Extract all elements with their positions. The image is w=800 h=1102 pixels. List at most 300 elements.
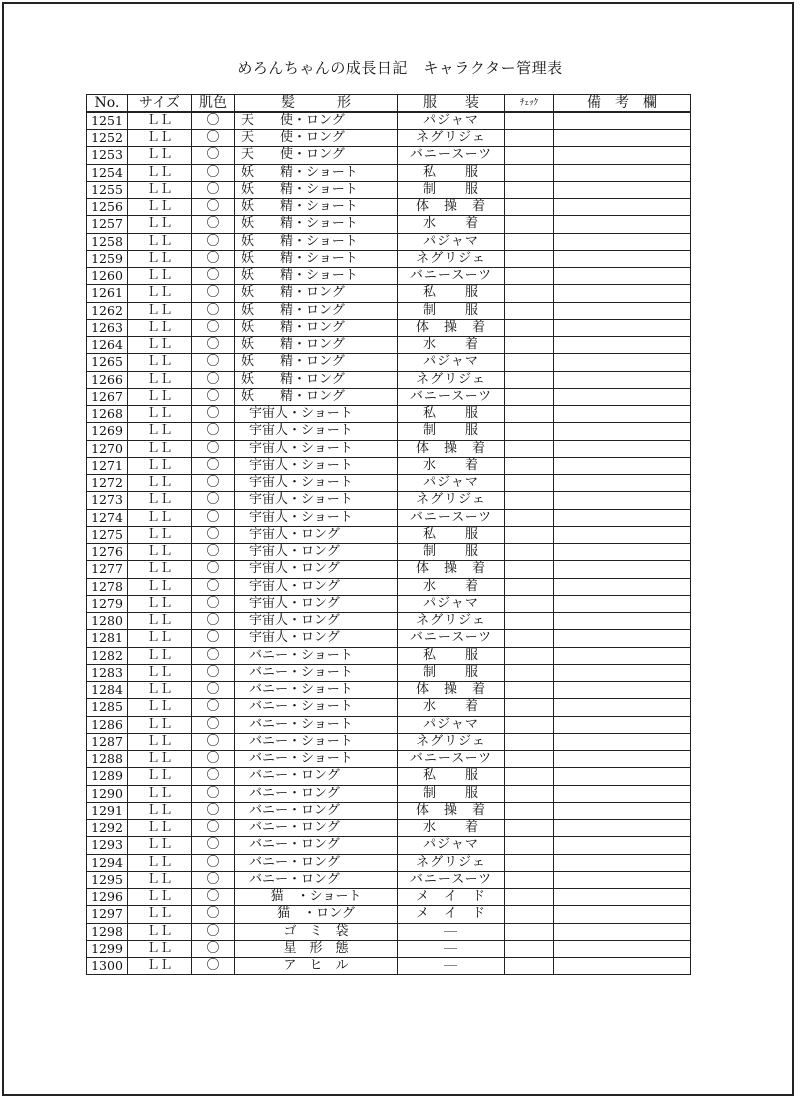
table-row bbox=[87, 268, 691, 285]
header-notes: 備 考 欄 bbox=[554, 95, 691, 113]
table-row bbox=[87, 509, 691, 526]
cell-notes bbox=[554, 820, 691, 837]
cell-no: 1272 bbox=[87, 475, 128, 492]
cell-hair: 宇宙人・ロング bbox=[235, 578, 398, 595]
document-title: めろんちゃんの成長日記 キャラクター管理表 bbox=[237, 59, 563, 77]
cell-hair: ア ヒ ル bbox=[235, 958, 398, 975]
cell-hair: 天 使・ロング bbox=[235, 112, 398, 130]
cell-notes bbox=[554, 785, 691, 802]
cell-no: 1266 bbox=[87, 371, 128, 388]
cell-no: 1281 bbox=[87, 630, 128, 647]
cell-skin: 〇 bbox=[192, 906, 235, 923]
table-row bbox=[87, 337, 691, 354]
cell-outfit: 制 服 bbox=[398, 302, 505, 319]
table-row bbox=[87, 802, 691, 819]
cell-check bbox=[505, 233, 554, 250]
cell-skin: 〇 bbox=[192, 647, 235, 664]
cell-outfit: 私 服 bbox=[398, 164, 505, 181]
table-row bbox=[87, 457, 691, 474]
cell-skin: 〇 bbox=[192, 923, 235, 940]
cell-outfit: 体 操 着 bbox=[398, 802, 505, 819]
cell-hair: 宇宙人・ロング bbox=[235, 630, 398, 647]
cell-notes bbox=[554, 216, 691, 233]
table-row bbox=[87, 716, 691, 733]
cell-check bbox=[505, 837, 554, 854]
cell-notes bbox=[554, 647, 691, 664]
cell-no: 1262 bbox=[87, 302, 128, 319]
cell-check bbox=[505, 147, 554, 164]
table-row bbox=[87, 940, 691, 957]
cell-skin: 〇 bbox=[192, 699, 235, 716]
cell-size: ＬＬ bbox=[128, 785, 192, 802]
cell-size: ＬＬ bbox=[128, 768, 192, 785]
cell-check bbox=[505, 544, 554, 561]
cell-hair: 宇宙人・ロング bbox=[235, 561, 398, 578]
cell-notes bbox=[554, 958, 691, 975]
cell-hair: 妖 精・ショート bbox=[235, 164, 398, 181]
table-row bbox=[87, 733, 691, 750]
table-row bbox=[87, 923, 691, 940]
cell-outfit: パジャマ bbox=[398, 716, 505, 733]
cell-size: ＬＬ bbox=[128, 199, 192, 216]
table-row bbox=[87, 751, 691, 768]
cell-skin: 〇 bbox=[192, 164, 235, 181]
cell-hair: 宇宙人・ショート bbox=[235, 440, 398, 457]
cell-notes bbox=[554, 578, 691, 595]
cell-notes bbox=[554, 751, 691, 768]
cell-check bbox=[505, 302, 554, 319]
cell-hair: バニー・ロング bbox=[235, 768, 398, 785]
table-row bbox=[87, 820, 691, 837]
cell-notes bbox=[554, 699, 691, 716]
table-row bbox=[87, 854, 691, 871]
cell-hair: バニー・ショート bbox=[235, 733, 398, 750]
cell-outfit: ― bbox=[398, 958, 505, 975]
cell-skin: 〇 bbox=[192, 423, 235, 440]
cell-check bbox=[505, 112, 554, 130]
cell-notes bbox=[554, 595, 691, 612]
cell-no: 1261 bbox=[87, 285, 128, 302]
cell-skin: 〇 bbox=[192, 544, 235, 561]
cell-outfit: パジャマ bbox=[398, 837, 505, 854]
cell-notes bbox=[554, 233, 691, 250]
cell-size: ＬＬ bbox=[128, 647, 192, 664]
cell-notes bbox=[554, 509, 691, 526]
cell-size: ＬＬ bbox=[128, 820, 192, 837]
cell-skin: 〇 bbox=[192, 492, 235, 509]
cell-notes bbox=[554, 561, 691, 578]
cell-outfit: 私 服 bbox=[398, 768, 505, 785]
table-row bbox=[87, 647, 691, 664]
table-row bbox=[87, 561, 691, 578]
cell-no: 1270 bbox=[87, 440, 128, 457]
cell-size: ＬＬ bbox=[128, 906, 192, 923]
cell-hair: 猫 ・ロング bbox=[235, 906, 398, 923]
cell-size: ＬＬ bbox=[128, 958, 192, 975]
table-row bbox=[87, 112, 691, 130]
table-body bbox=[87, 112, 691, 975]
cell-hair: バニー・ショート bbox=[235, 682, 398, 699]
table-row bbox=[87, 492, 691, 509]
cell-notes bbox=[554, 733, 691, 750]
cell-no: 1251 bbox=[87, 112, 128, 130]
table-row bbox=[87, 406, 691, 423]
cell-no: 1275 bbox=[87, 526, 128, 543]
cell-hair: バニー・ロング bbox=[235, 820, 398, 837]
cell-skin: 〇 bbox=[192, 112, 235, 130]
cell-skin: 〇 bbox=[192, 216, 235, 233]
cell-size: ＬＬ bbox=[128, 354, 192, 371]
cell-skin: 〇 bbox=[192, 682, 235, 699]
cell-no: 1280 bbox=[87, 613, 128, 630]
cell-skin: 〇 bbox=[192, 854, 235, 871]
cell-check bbox=[505, 164, 554, 181]
cell-notes bbox=[554, 423, 691, 440]
cell-outfit: 制 服 bbox=[398, 181, 505, 198]
table-row bbox=[87, 181, 691, 198]
cell-notes bbox=[554, 337, 691, 354]
cell-hair: 妖 精・ロング bbox=[235, 285, 398, 302]
cell-skin: 〇 bbox=[192, 457, 235, 474]
header-size: サイズ bbox=[128, 95, 192, 113]
cell-skin: 〇 bbox=[192, 716, 235, 733]
table-row bbox=[87, 664, 691, 681]
cell-check bbox=[505, 285, 554, 302]
cell-hair: 妖 精・ロング bbox=[235, 371, 398, 388]
table-row bbox=[87, 285, 691, 302]
cell-check bbox=[505, 958, 554, 975]
cell-no: 1264 bbox=[87, 337, 128, 354]
cell-check bbox=[505, 475, 554, 492]
cell-check bbox=[505, 820, 554, 837]
header-outfit: 服 装 bbox=[398, 95, 505, 113]
cell-outfit: 水 着 bbox=[398, 337, 505, 354]
cell-skin: 〇 bbox=[192, 613, 235, 630]
cell-hair: 宇宙人・ショート bbox=[235, 492, 398, 509]
cell-hair: 宇宙人・ロング bbox=[235, 613, 398, 630]
cell-skin: 〇 bbox=[192, 233, 235, 250]
cell-no: 1253 bbox=[87, 147, 128, 164]
cell-no: 1267 bbox=[87, 388, 128, 405]
cell-check bbox=[505, 699, 554, 716]
cell-notes bbox=[554, 112, 691, 130]
cell-skin: 〇 bbox=[192, 302, 235, 319]
cell-outfit: バニースーツ bbox=[398, 509, 505, 526]
cell-skin: 〇 bbox=[192, 285, 235, 302]
cell-no: 1271 bbox=[87, 457, 128, 474]
cell-hair: 星 形 態 bbox=[235, 940, 398, 957]
cell-no: 1255 bbox=[87, 181, 128, 198]
cell-notes bbox=[554, 682, 691, 699]
cell-outfit: 私 服 bbox=[398, 647, 505, 664]
cell-size: ＬＬ bbox=[128, 509, 192, 526]
cell-outfit: バニースーツ bbox=[398, 388, 505, 405]
cell-outfit: ネグリジェ bbox=[398, 492, 505, 509]
cell-skin: 〇 bbox=[192, 319, 235, 336]
table-row bbox=[87, 371, 691, 388]
header-hair: 髪 形 bbox=[235, 95, 398, 113]
cell-check bbox=[505, 906, 554, 923]
cell-size: ＬＬ bbox=[128, 475, 192, 492]
cell-hair: バニー・ロング bbox=[235, 802, 398, 819]
cell-hair: 妖 精・ロング bbox=[235, 319, 398, 336]
cell-no: 1291 bbox=[87, 802, 128, 819]
cell-size: ＬＬ bbox=[128, 337, 192, 354]
cell-skin: 〇 bbox=[192, 630, 235, 647]
cell-outfit: ネグリジェ bbox=[398, 130, 505, 147]
cell-no: 1299 bbox=[87, 940, 128, 957]
cell-size: ＬＬ bbox=[128, 733, 192, 750]
cell-outfit: パジャマ bbox=[398, 595, 505, 612]
cell-skin: 〇 bbox=[192, 440, 235, 457]
cell-hair: 宇宙人・ショート bbox=[235, 509, 398, 526]
cell-outfit: ネグリジェ bbox=[398, 613, 505, 630]
cell-notes bbox=[554, 130, 691, 147]
cell-notes bbox=[554, 871, 691, 888]
cell-notes bbox=[554, 544, 691, 561]
cell-skin: 〇 bbox=[192, 751, 235, 768]
cell-notes bbox=[554, 147, 691, 164]
table-row bbox=[87, 768, 691, 785]
cell-outfit: パジャマ bbox=[398, 354, 505, 371]
cell-hair: 妖 精・ショート bbox=[235, 216, 398, 233]
cell-outfit: 制 服 bbox=[398, 785, 505, 802]
cell-skin: 〇 bbox=[192, 595, 235, 612]
cell-skin: 〇 bbox=[192, 475, 235, 492]
cell-no: 1274 bbox=[87, 509, 128, 526]
cell-check bbox=[505, 647, 554, 664]
cell-notes bbox=[554, 164, 691, 181]
cell-outfit: ネグリジェ bbox=[398, 371, 505, 388]
cell-check bbox=[505, 940, 554, 957]
cell-hair: ゴ ミ 袋 bbox=[235, 923, 398, 940]
cell-hair: 妖 精・ロング bbox=[235, 302, 398, 319]
cell-size: ＬＬ bbox=[128, 889, 192, 906]
cell-no: 1265 bbox=[87, 354, 128, 371]
cell-no: 1258 bbox=[87, 233, 128, 250]
cell-check bbox=[505, 578, 554, 595]
cell-no: 1293 bbox=[87, 837, 128, 854]
cell-skin: 〇 bbox=[192, 371, 235, 388]
cell-no: 1254 bbox=[87, 164, 128, 181]
cell-size: ＬＬ bbox=[128, 630, 192, 647]
cell-no: 1285 bbox=[87, 699, 128, 716]
cell-hair: 宇宙人・ロング bbox=[235, 595, 398, 612]
cell-check bbox=[505, 682, 554, 699]
cell-check bbox=[505, 354, 554, 371]
cell-outfit: バニースーツ bbox=[398, 268, 505, 285]
table-row bbox=[87, 302, 691, 319]
cell-hair: 宇宙人・ショート bbox=[235, 406, 398, 423]
cell-size: ＬＬ bbox=[128, 388, 192, 405]
cell-skin: 〇 bbox=[192, 268, 235, 285]
cell-size: ＬＬ bbox=[128, 423, 192, 440]
cell-notes bbox=[554, 388, 691, 405]
cell-outfit: 体 操 着 bbox=[398, 199, 505, 216]
cell-size: ＬＬ bbox=[128, 923, 192, 940]
cell-no: 1296 bbox=[87, 889, 128, 906]
cell-outfit: メ イ ド bbox=[398, 889, 505, 906]
cell-skin: 〇 bbox=[192, 785, 235, 802]
cell-outfit: バニースーツ bbox=[398, 871, 505, 888]
cell-check bbox=[505, 664, 554, 681]
cell-skin: 〇 bbox=[192, 802, 235, 819]
cell-size: ＬＬ bbox=[128, 250, 192, 267]
cell-skin: 〇 bbox=[192, 181, 235, 198]
cell-size: ＬＬ bbox=[128, 147, 192, 164]
cell-hair: 妖 精・ショート bbox=[235, 250, 398, 267]
cell-size: ＬＬ bbox=[128, 854, 192, 871]
cell-skin: 〇 bbox=[192, 837, 235, 854]
cell-size: ＬＬ bbox=[128, 371, 192, 388]
cell-notes bbox=[554, 906, 691, 923]
table-row bbox=[87, 216, 691, 233]
cell-skin: 〇 bbox=[192, 578, 235, 595]
cell-size: ＬＬ bbox=[128, 802, 192, 819]
table-row bbox=[87, 871, 691, 888]
cell-hair: 宇宙人・ショート bbox=[235, 423, 398, 440]
cell-size: ＬＬ bbox=[128, 268, 192, 285]
cell-notes bbox=[554, 802, 691, 819]
character-table bbox=[86, 94, 691, 975]
cell-skin: 〇 bbox=[192, 940, 235, 957]
cell-notes bbox=[554, 716, 691, 733]
cell-notes bbox=[554, 630, 691, 647]
cell-size: ＬＬ bbox=[128, 751, 192, 768]
cell-skin: 〇 bbox=[192, 406, 235, 423]
table-row bbox=[87, 682, 691, 699]
cell-size: ＬＬ bbox=[128, 130, 192, 147]
header-check: ﾁｪｯｸ bbox=[505, 95, 554, 113]
cell-hair: バニー・ショート bbox=[235, 664, 398, 681]
cell-size: ＬＬ bbox=[128, 664, 192, 681]
cell-outfit: 体 操 着 bbox=[398, 682, 505, 699]
cell-hair: 宇宙人・ロング bbox=[235, 526, 398, 543]
cell-check bbox=[505, 854, 554, 871]
table-row bbox=[87, 889, 691, 906]
table-row bbox=[87, 440, 691, 457]
cell-notes bbox=[554, 302, 691, 319]
table-row bbox=[87, 354, 691, 371]
cell-hair: 妖 精・ショート bbox=[235, 181, 398, 198]
cell-notes bbox=[554, 837, 691, 854]
cell-hair: 妖 精・ロング bbox=[235, 354, 398, 371]
cell-no: 1269 bbox=[87, 423, 128, 440]
cell-skin: 〇 bbox=[192, 664, 235, 681]
cell-check bbox=[505, 268, 554, 285]
cell-notes bbox=[554, 475, 691, 492]
cell-hair: 妖 精・ロング bbox=[235, 388, 398, 405]
cell-no: 1298 bbox=[87, 923, 128, 940]
cell-hair: 妖 精・ショート bbox=[235, 268, 398, 285]
cell-hair: バニー・ショート bbox=[235, 716, 398, 733]
cell-outfit: パジャマ bbox=[398, 233, 505, 250]
cell-hair: バニー・ロング bbox=[235, 854, 398, 871]
cell-skin: 〇 bbox=[192, 199, 235, 216]
cell-check bbox=[505, 181, 554, 198]
cell-skin: 〇 bbox=[192, 250, 235, 267]
cell-check bbox=[505, 802, 554, 819]
table-row bbox=[87, 837, 691, 854]
cell-outfit: 私 服 bbox=[398, 406, 505, 423]
cell-size: ＬＬ bbox=[128, 526, 192, 543]
cell-size: ＬＬ bbox=[128, 319, 192, 336]
cell-outfit: 水 着 bbox=[398, 578, 505, 595]
cell-check bbox=[505, 250, 554, 267]
cell-no: 1268 bbox=[87, 406, 128, 423]
cell-notes bbox=[554, 492, 691, 509]
cell-size: ＬＬ bbox=[128, 595, 192, 612]
cell-notes bbox=[554, 768, 691, 785]
cell-size: ＬＬ bbox=[128, 578, 192, 595]
cell-no: 1256 bbox=[87, 199, 128, 216]
cell-check bbox=[505, 768, 554, 785]
cell-notes bbox=[554, 371, 691, 388]
cell-outfit: ― bbox=[398, 940, 505, 957]
cell-size: ＬＬ bbox=[128, 492, 192, 509]
cell-outfit: 体 操 着 bbox=[398, 561, 505, 578]
table-row bbox=[87, 630, 691, 647]
cell-notes bbox=[554, 319, 691, 336]
cell-check bbox=[505, 871, 554, 888]
cell-notes bbox=[554, 199, 691, 216]
cell-outfit: パジャマ bbox=[398, 112, 505, 130]
table-row bbox=[87, 526, 691, 543]
cell-no: 1260 bbox=[87, 268, 128, 285]
cell-size: ＬＬ bbox=[128, 682, 192, 699]
cell-skin: 〇 bbox=[192, 958, 235, 975]
cell-notes bbox=[554, 923, 691, 940]
cell-hair: 妖 精・ショート bbox=[235, 199, 398, 216]
table-row bbox=[87, 958, 691, 975]
cell-outfit: ネグリジェ bbox=[398, 733, 505, 750]
cell-check bbox=[505, 923, 554, 940]
cell-no: 1297 bbox=[87, 906, 128, 923]
cell-outfit: 体 操 着 bbox=[398, 440, 505, 457]
cell-size: ＬＬ bbox=[128, 406, 192, 423]
cell-size: ＬＬ bbox=[128, 285, 192, 302]
cell-check bbox=[505, 423, 554, 440]
cell-no: 1282 bbox=[87, 647, 128, 664]
cell-no: 1278 bbox=[87, 578, 128, 595]
cell-no: 1288 bbox=[87, 751, 128, 768]
cell-hair: 天 使・ロング bbox=[235, 147, 398, 164]
cell-no: 1300 bbox=[87, 958, 128, 975]
cell-hair: 宇宙人・ロング bbox=[235, 544, 398, 561]
cell-size: ＬＬ bbox=[128, 613, 192, 630]
cell-skin: 〇 bbox=[192, 889, 235, 906]
cell-outfit: 制 服 bbox=[398, 664, 505, 681]
cell-hair: バニー・ショート bbox=[235, 647, 398, 664]
table-row bbox=[87, 699, 691, 716]
cell-outfit: ― bbox=[398, 923, 505, 940]
cell-check bbox=[505, 492, 554, 509]
header-skin: 肌色 bbox=[192, 95, 235, 113]
table-row bbox=[87, 147, 691, 164]
cell-outfit: 水 着 bbox=[398, 216, 505, 233]
table-row bbox=[87, 319, 691, 336]
cell-size: ＬＬ bbox=[128, 716, 192, 733]
cell-skin: 〇 bbox=[192, 130, 235, 147]
cell-skin: 〇 bbox=[192, 337, 235, 354]
table-row bbox=[87, 544, 691, 561]
cell-check bbox=[505, 751, 554, 768]
cell-no: 1283 bbox=[87, 664, 128, 681]
cell-no: 1252 bbox=[87, 130, 128, 147]
cell-hair: バニー・ロング bbox=[235, 785, 398, 802]
table-row bbox=[87, 423, 691, 440]
cell-notes bbox=[554, 854, 691, 871]
